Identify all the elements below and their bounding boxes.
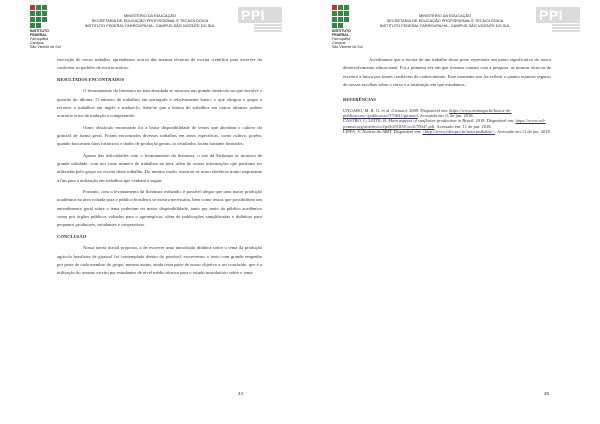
header-line-3: INSTITUTO FEDERAL FARROUPILHA - CAMPUS SÃO VICENTE DO SUL bbox=[379, 22, 511, 28]
reference-item: UNGARO, M. R. G. et al. Girassol. 2009. Disponível em: https://www.embrapa.br/busca-de-publicacoes/-/publicacao/579641/girassol. Acessado em 11 de jun. 2018. bbox=[343, 107, 512, 119]
logo-text: INSTITUTO FEDERAL Farroupilha Campus São Vicente do Sul bbox=[30, 29, 61, 49]
references-heading: REFERÊNCIAS bbox=[343, 97, 376, 103]
page-number: 44 bbox=[238, 391, 243, 396]
ppi-logo: PPI bbox=[536, 7, 580, 41]
logo-text: INSTITUTO FEDERAL Farroupilha Campus São Vicente do Sul bbox=[332, 29, 363, 49]
paragraph: Apesar das dificuldades com o levantamento da literatura, o site da Embrapa se mostrou de grande utilidade, com um vasto número de trabalhos na área, além de outras informações que puderam ser utilizadas pelo grupo na escrita deste trabalho. Do mesmo modo, mostrou-se uma referência muito importante a fim para a utilização em trabalhos que venham a seguir. bbox=[57, 152, 262, 183]
header-text bbox=[55, 14, 245, 29]
page-number: 45 bbox=[544, 391, 549, 396]
conclusion-heading: CONCLUSÃO bbox=[57, 233, 87, 239]
header-line-2: SECRETARIA DE EDUCAÇÃO PROFISSIONAL E TECNOLÓGICA bbox=[91, 17, 209, 23]
right-page bbox=[300, 0, 600, 424]
paragraph: Acreditamos que a escrita de um trabalho desse porte represente um passo significativo do nosso desenvolvimento educacional. Foi a primeira vez em que tivemos contato com a pesquisa, as normas técnicas de escrita e a busca por fontes confiáveis de conhecimento. Esse momento nos fez refletir o quanto estamos seguros de nossas escolhas sobre o curso e a instituição em que estudamos. bbox=[343, 57, 551, 87]
paragraph: Portanto, com o levantamento da literatura realizado, é possível alegar que uma maior produção acadêmica na área voltada para o público brasileiro se mostra necessária, bem como textos que possibilitem um entendimento geral sobre o tema poderiam ter maior disponibilidade, tanto por meio do público acadêmico como por órgãos públicos voltados para o agronegócio, além de publicações simplificadas e didáticas para pequenos produtores, estudantes e cooperativas. bbox=[57, 189, 262, 228]
header-line-1: MINISTÉRIO DA EDUCAÇÃO bbox=[418, 13, 472, 18]
reference-item: LIFFA, V. Notícia do ABIT. Disponível em: <http://www.liffa.pro.br/noticias&abit/>. Acessado em 11 de jun. 2018. bbox=[343, 129, 551, 135]
paragraph: Outro obstáculo encontrado foi a baixa disponibilidade de textos que abordam o cultivo do girassol de forma geral. Foram encontrados diversos trabalhos em áreas específicas, como cultivo, porém, quando buscavam fatos históricos e dados de produção gerais, os resultados foram bastante limitados. bbox=[57, 124, 262, 147]
header-line-2: SECRETARIA DE EDUCAÇÃO PROFISSIONAL E TECNOLÓGICA bbox=[386, 17, 504, 23]
paragraph: O levantamento da literatura na área abordada se mostrou um grande obstáculo no que envolve a questão do idioma. O número de trabalhos em português é relativamente baixo, o que obrigou o grupo a recorrer a trabalhos em inglês e traduzi-lo. Sabe-se que a leitura de trabalhos em outros idiomas podem acarretar erros de tradução e compreensão. bbox=[57, 88, 262, 119]
reference-link[interactable]: https://www.embrapa.br/busca-de-publicacoes/-/publicacao/579641/girassol bbox=[343, 107, 512, 119]
paragraph: Nossa tarefa inicial proposta, a de escrever uma introdução didática sobre o tema da produção agrícola brasileira de girassol foi contemplada dentro do possível, escrevemos o texto com grande empenho por parte de cada membro do grupo, mesmo assim, ainda resta parte de nosso objetivo a ser concluído, que é a utilização do resumo escrito por estudantes de nível médio técnico para o estudo introdutório sobre o tema. bbox=[57, 245, 262, 276]
paragraph: execução de nosso trabalho, aprendemos acerca das normas técnicas de escrita científica para escrever do conforme os padrões de escrita aceitos. bbox=[57, 57, 262, 71]
reference-item: CASTRO, C; LEITE, R. Main aspects of sunflower production in Brazil. 2018. Disponível em: https://www.ocl-journal.org/articles/ocl/pdf/2018/01/ocl170047.pdf. Acessado em: 11 de jun. 2018. bbox=[343, 118, 546, 129]
right-body bbox=[343, 56, 551, 135]
header-text bbox=[350, 14, 540, 29]
ppi-logo: PPI bbox=[238, 7, 282, 41]
reference-link[interactable]: https://www.ocl-journal.org/articles/ocl/pdf/2018/01/ocl170047.pdf bbox=[343, 118, 546, 129]
results-heading: RESULTADOS ENCONTRADOS bbox=[57, 76, 125, 82]
header-line-1: MINISTÉRIO DA EDUCAÇÃO bbox=[123, 13, 177, 18]
reference-link[interactable]: <http://www.liffa.pro.br/noticias&abit/> bbox=[422, 129, 495, 135]
header-line-3: INSTITUTO FEDERAL FARROUPILHA - CAMPUS SÃO VICENTE DO SUL bbox=[84, 22, 216, 28]
left-body bbox=[57, 56, 262, 277]
